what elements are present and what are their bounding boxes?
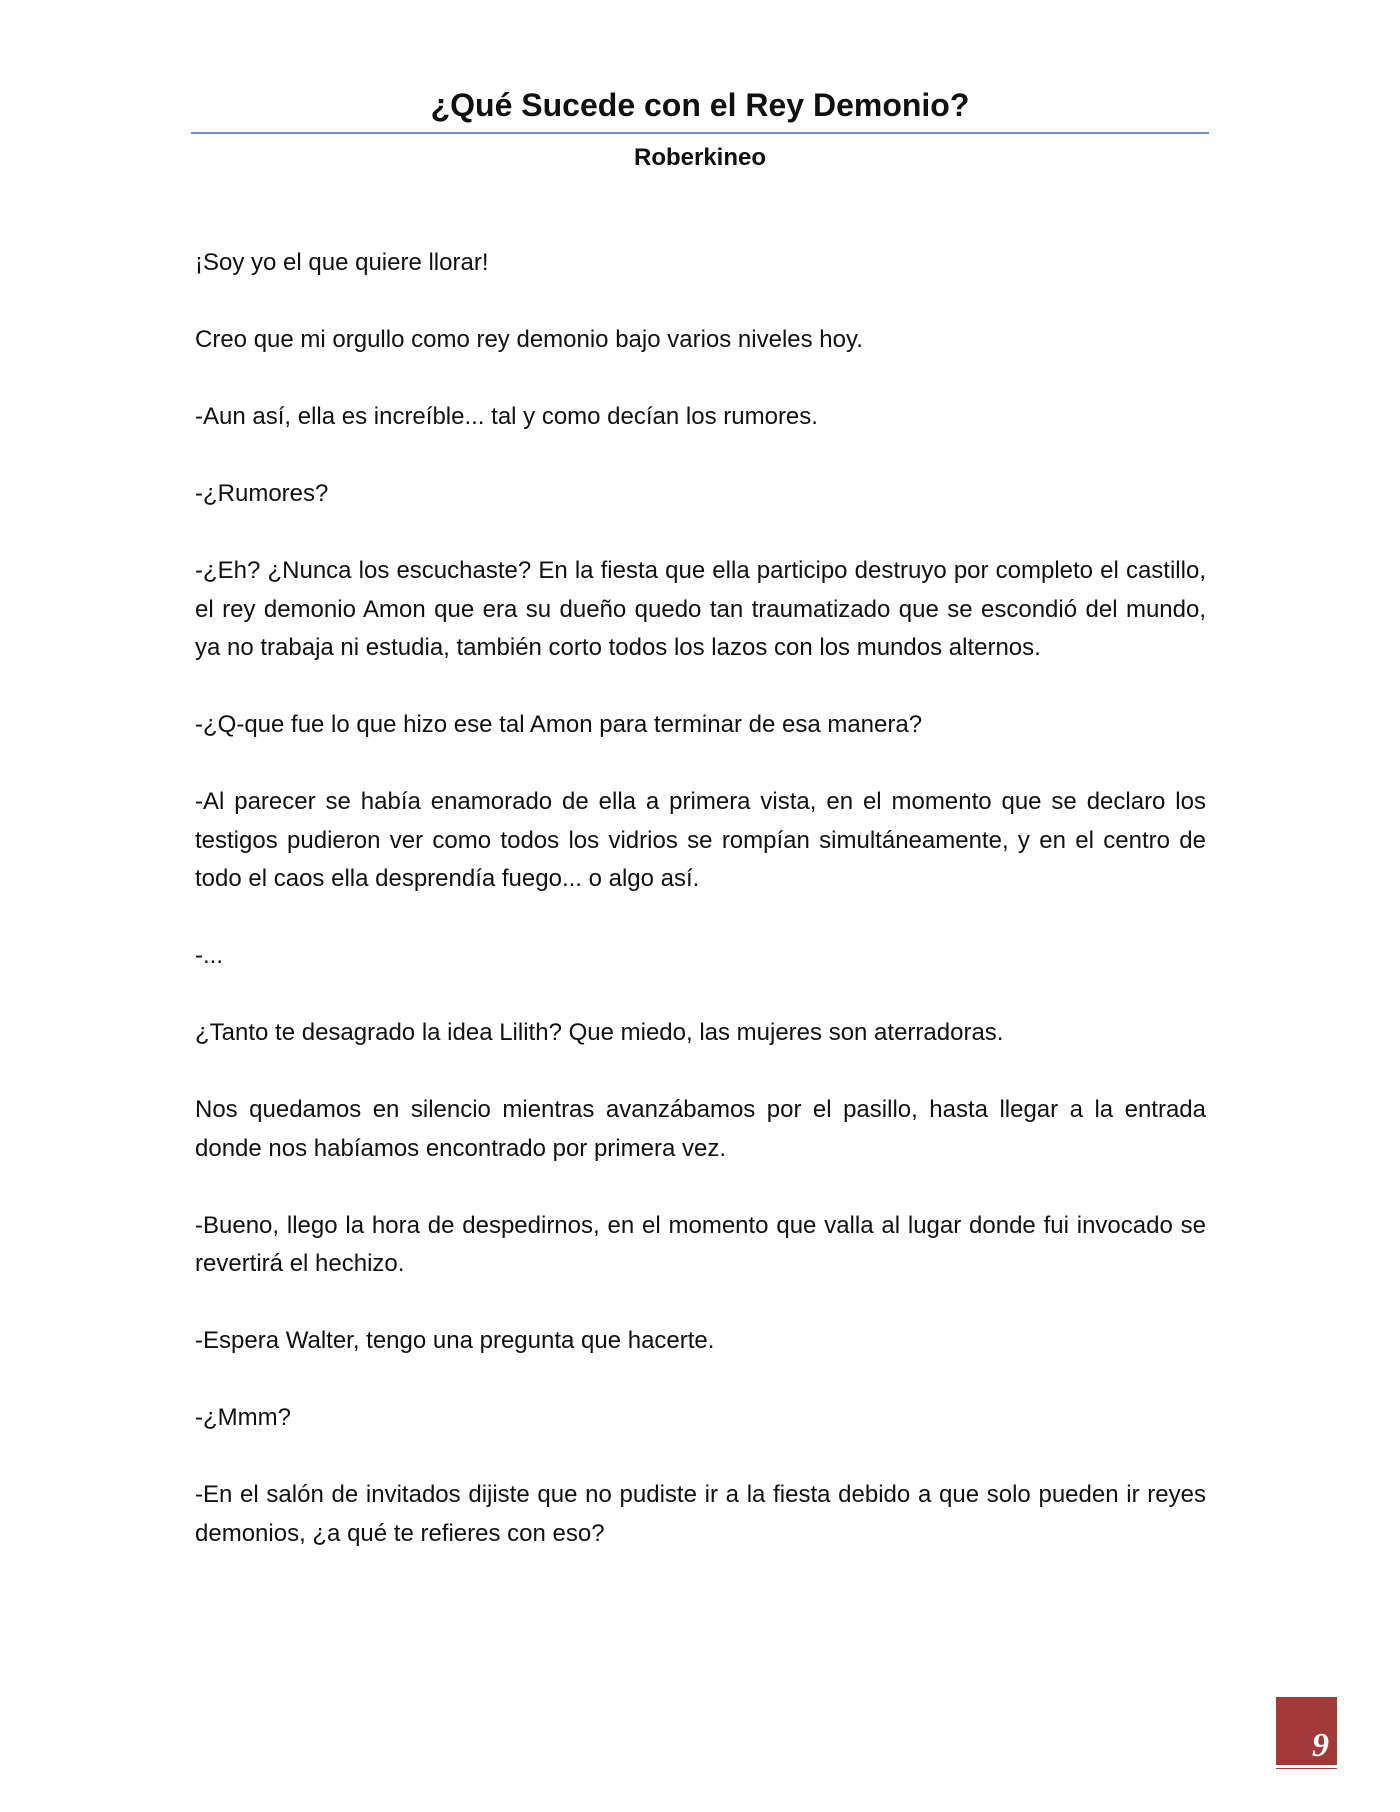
- paragraph: -Al parecer se había enamorado de ella a primera vista, en el momento que se declaro los testigos pudieron ver como todos los vidrios se rompían simultáneamente, y en el centro de todo el caos ella desprendía fuego... o algo así.: [195, 788, 1206, 892]
- paragraph: -Aun así, ella es increíble... tal y como decían los rumores.: [195, 403, 818, 430]
- document-body: [195, 244, 1206, 1592]
- paragraph: -Espera Walter, tengo una pregunta que hacerte.: [195, 1327, 715, 1354]
- page-header: [191, 80, 1209, 178]
- page-number-badge: [1276, 1697, 1337, 1769]
- page-number: 9: [1312, 1727, 1329, 1764]
- paragraph: -En el salón de invitados dijiste que no pudiste ir a la fiesta debido a que solo pueden ir reyes demonios, ¿a qué te refieres con eso?: [195, 1481, 1206, 1547]
- paragraph: Nos quedamos en silencio mientras avanzábamos por el pasillo, hasta llegar a la entrada donde nos habíamos encontrado por primera vez.: [195, 1096, 1206, 1162]
- paragraph: -¿Rumores?: [195, 480, 329, 507]
- paragraph: ¡Soy yo el que quiere llorar!: [195, 249, 489, 276]
- author-name: Roberkineo: [633, 144, 767, 171]
- paragraph: -...: [195, 942, 223, 969]
- page-title: ¿Qué Sucede con el Rey Demonio?: [430, 87, 970, 123]
- paragraph: ¿Tanto te desagrado la idea Lilith? Que miedo, las mujeres son aterradoras.: [195, 1019, 1004, 1046]
- paragraph: -¿Eh? ¿Nunca los escuchaste? En la fiesta que ella participo destruyo por completo el castillo, el rey demonio Amon que era su dueño quedo tan traumatizado que se escondió del mundo, ya no trabaja ni estudia, también corto todos los lazos con los mundos alternos.: [195, 557, 1206, 661]
- page-number-underline: [1276, 1765, 1337, 1768]
- paragraph: -¿Q-que fue lo que hizo ese tal Amon para terminar de esa manera?: [195, 711, 923, 738]
- title-divider: [191, 132, 1209, 134]
- paragraph: -¿Mmm?: [195, 1404, 291, 1431]
- paragraph: -Bueno, llego la hora de despedirnos, en el momento que valla al lugar donde fui invocado se revertirá el hechizo.: [195, 1211, 1206, 1277]
- paragraph: Creo que mi orgullo como rey demonio bajo varios niveles hoy.: [195, 326, 863, 353]
